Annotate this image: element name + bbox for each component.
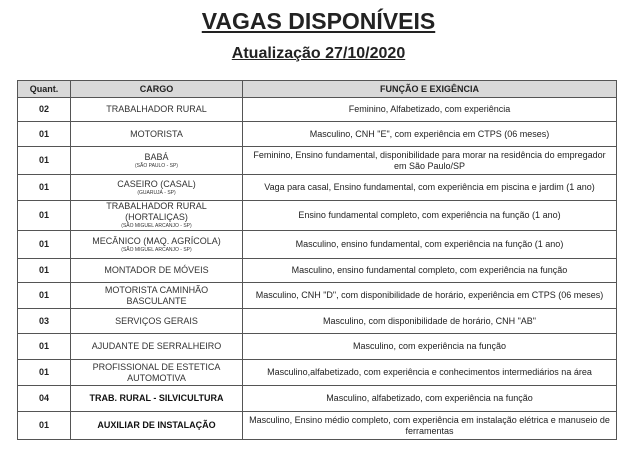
cargo-text: AUXILIAR DE INSTALAÇÃO (97, 420, 216, 430)
quant-cell: 01 (18, 360, 71, 386)
cargo-cell (71, 259, 243, 283)
cargo-cell (71, 231, 243, 259)
table-row (18, 147, 617, 175)
table-row (18, 412, 617, 440)
header-funcao: FUNÇÃO E EXIGÊNCIA (243, 81, 617, 98)
funcao-cell: Masculino, Ensino médio completo, com experiência em instalação elétrica e manuseio de ferramentas (243, 412, 617, 440)
table-row (18, 122, 617, 147)
cargo-text: BABÁ (144, 151, 169, 162)
table-row (18, 175, 617, 201)
cargo-cell (71, 175, 243, 201)
table-row (18, 309, 617, 334)
funcao-cell: Masculino,alfabetizado, com experiência e conhecimentos intermediários na área (243, 360, 617, 386)
cargo-cell (71, 122, 243, 147)
vacancies-table (17, 80, 617, 440)
funcao-cell: Masculino, com disponibilidade de horário, CNH "AB" (243, 309, 617, 334)
cargo-cell (71, 309, 243, 334)
cargo-text: PROFISSIONAL DE ESTETICA AUTOMOTIVA (92, 361, 221, 383)
table-row (18, 98, 617, 122)
cargo-text: MOTORISTA CAMINHÃO BASCULANTE (104, 284, 209, 306)
funcao-cell: Masculino, alfabetizado, com experiência na função (243, 386, 617, 412)
cargo-text: TRABALHADOR RURAL (106, 104, 207, 114)
table-row (18, 360, 617, 386)
quant-cell: 01 (18, 122, 71, 147)
page-subtitle (0, 45, 637, 63)
cargo-cell (71, 386, 243, 412)
header-cargo: CARGO (71, 81, 243, 98)
cargo-text: AJUDANTE DE SERRALHEIRO (91, 341, 222, 351)
quant-cell: 01 (18, 201, 71, 231)
table-row (18, 201, 617, 231)
table-row (18, 283, 617, 309)
quant-cell: 02 (18, 98, 71, 122)
cargo-text: CASEIRO (CASAL) (117, 178, 196, 189)
funcao-cell: Masculino, CNH "D", com disponibilidade de horário, experiência em CTPS (06 meses) (243, 283, 617, 309)
cargo-location: (SÃO MIGUEL ARCANJO - SP) (121, 246, 192, 253)
funcao-cell: Masculino, ensino fundamental, com experiência na função (1 ano) (243, 231, 617, 259)
funcao-cell: Masculino, CNH "E", com experiência em CTPS (06 meses) (243, 122, 617, 147)
cargo-cell (71, 98, 243, 122)
cargo-cell (71, 334, 243, 360)
table-row (18, 386, 617, 412)
cargo-cell (71, 360, 243, 386)
quant-cell: 01 (18, 231, 71, 259)
funcao-cell: Masculino, ensino fundamental completo, com experiência na função (243, 259, 617, 283)
subtitle-text: Atualização 27/10/2020 (231, 45, 406, 62)
cargo-cell (71, 412, 243, 440)
cargo-text: SERVIÇOS GERAIS (115, 315, 198, 326)
cargo-location: (SÃO MIGUEL ARCANJO - SP) (121, 223, 192, 229)
cargo-cell (71, 283, 243, 309)
header-quant: Quant. (18, 81, 71, 98)
quant-cell: 01 (18, 147, 71, 175)
page-title (0, 8, 637, 35)
quant-cell: 01 (18, 334, 71, 360)
table-row (18, 231, 617, 259)
quant-cell: 04 (18, 386, 71, 412)
cargo-text: MONTADOR DE MÓVEIS (104, 265, 209, 275)
title-text: VAGAS DISPONÍVEIS (201, 8, 436, 34)
cargo-text: TRABALHADOR RURAL (HORTALIÇAS) (106, 201, 207, 222)
cargo-text: TRAB. RURAL - SILVICULTURA (89, 393, 224, 403)
cargo-location: (GUARUJÁ - SP) (137, 189, 176, 196)
cargo-location: (SÃO PAULO - SP) (135, 162, 178, 169)
quant-cell: 01 (18, 283, 71, 309)
table-header-row (18, 81, 617, 98)
funcao-cell: Ensino fundamental completo, com experiência na função (1 ano) (243, 201, 617, 231)
cargo-text: MOTORISTA (130, 128, 183, 139)
funcao-cell: Masculino, com experiência na função (243, 334, 617, 360)
funcao-cell: Feminino, Alfabetizado, com experiência (243, 98, 617, 122)
table-row (18, 334, 617, 360)
funcao-cell: Feminino, Ensino fundamental, disponibilidade para morar na residência do empregador em São Paulo/SP (243, 147, 617, 175)
funcao-cell: Vaga para casal, Ensino fundamental, com experiência em piscina e jardim (1 ano) (243, 175, 617, 201)
cargo-cell (71, 147, 243, 175)
quant-cell: 01 (18, 175, 71, 201)
quant-cell: 01 (18, 412, 71, 440)
table-row (18, 259, 617, 283)
quant-cell: 01 (18, 259, 71, 283)
cargo-text: MECÂNICO (MAQ. AGRÍCOLA) (92, 235, 221, 246)
cargo-cell (71, 201, 243, 231)
quant-cell: 03 (18, 309, 71, 334)
